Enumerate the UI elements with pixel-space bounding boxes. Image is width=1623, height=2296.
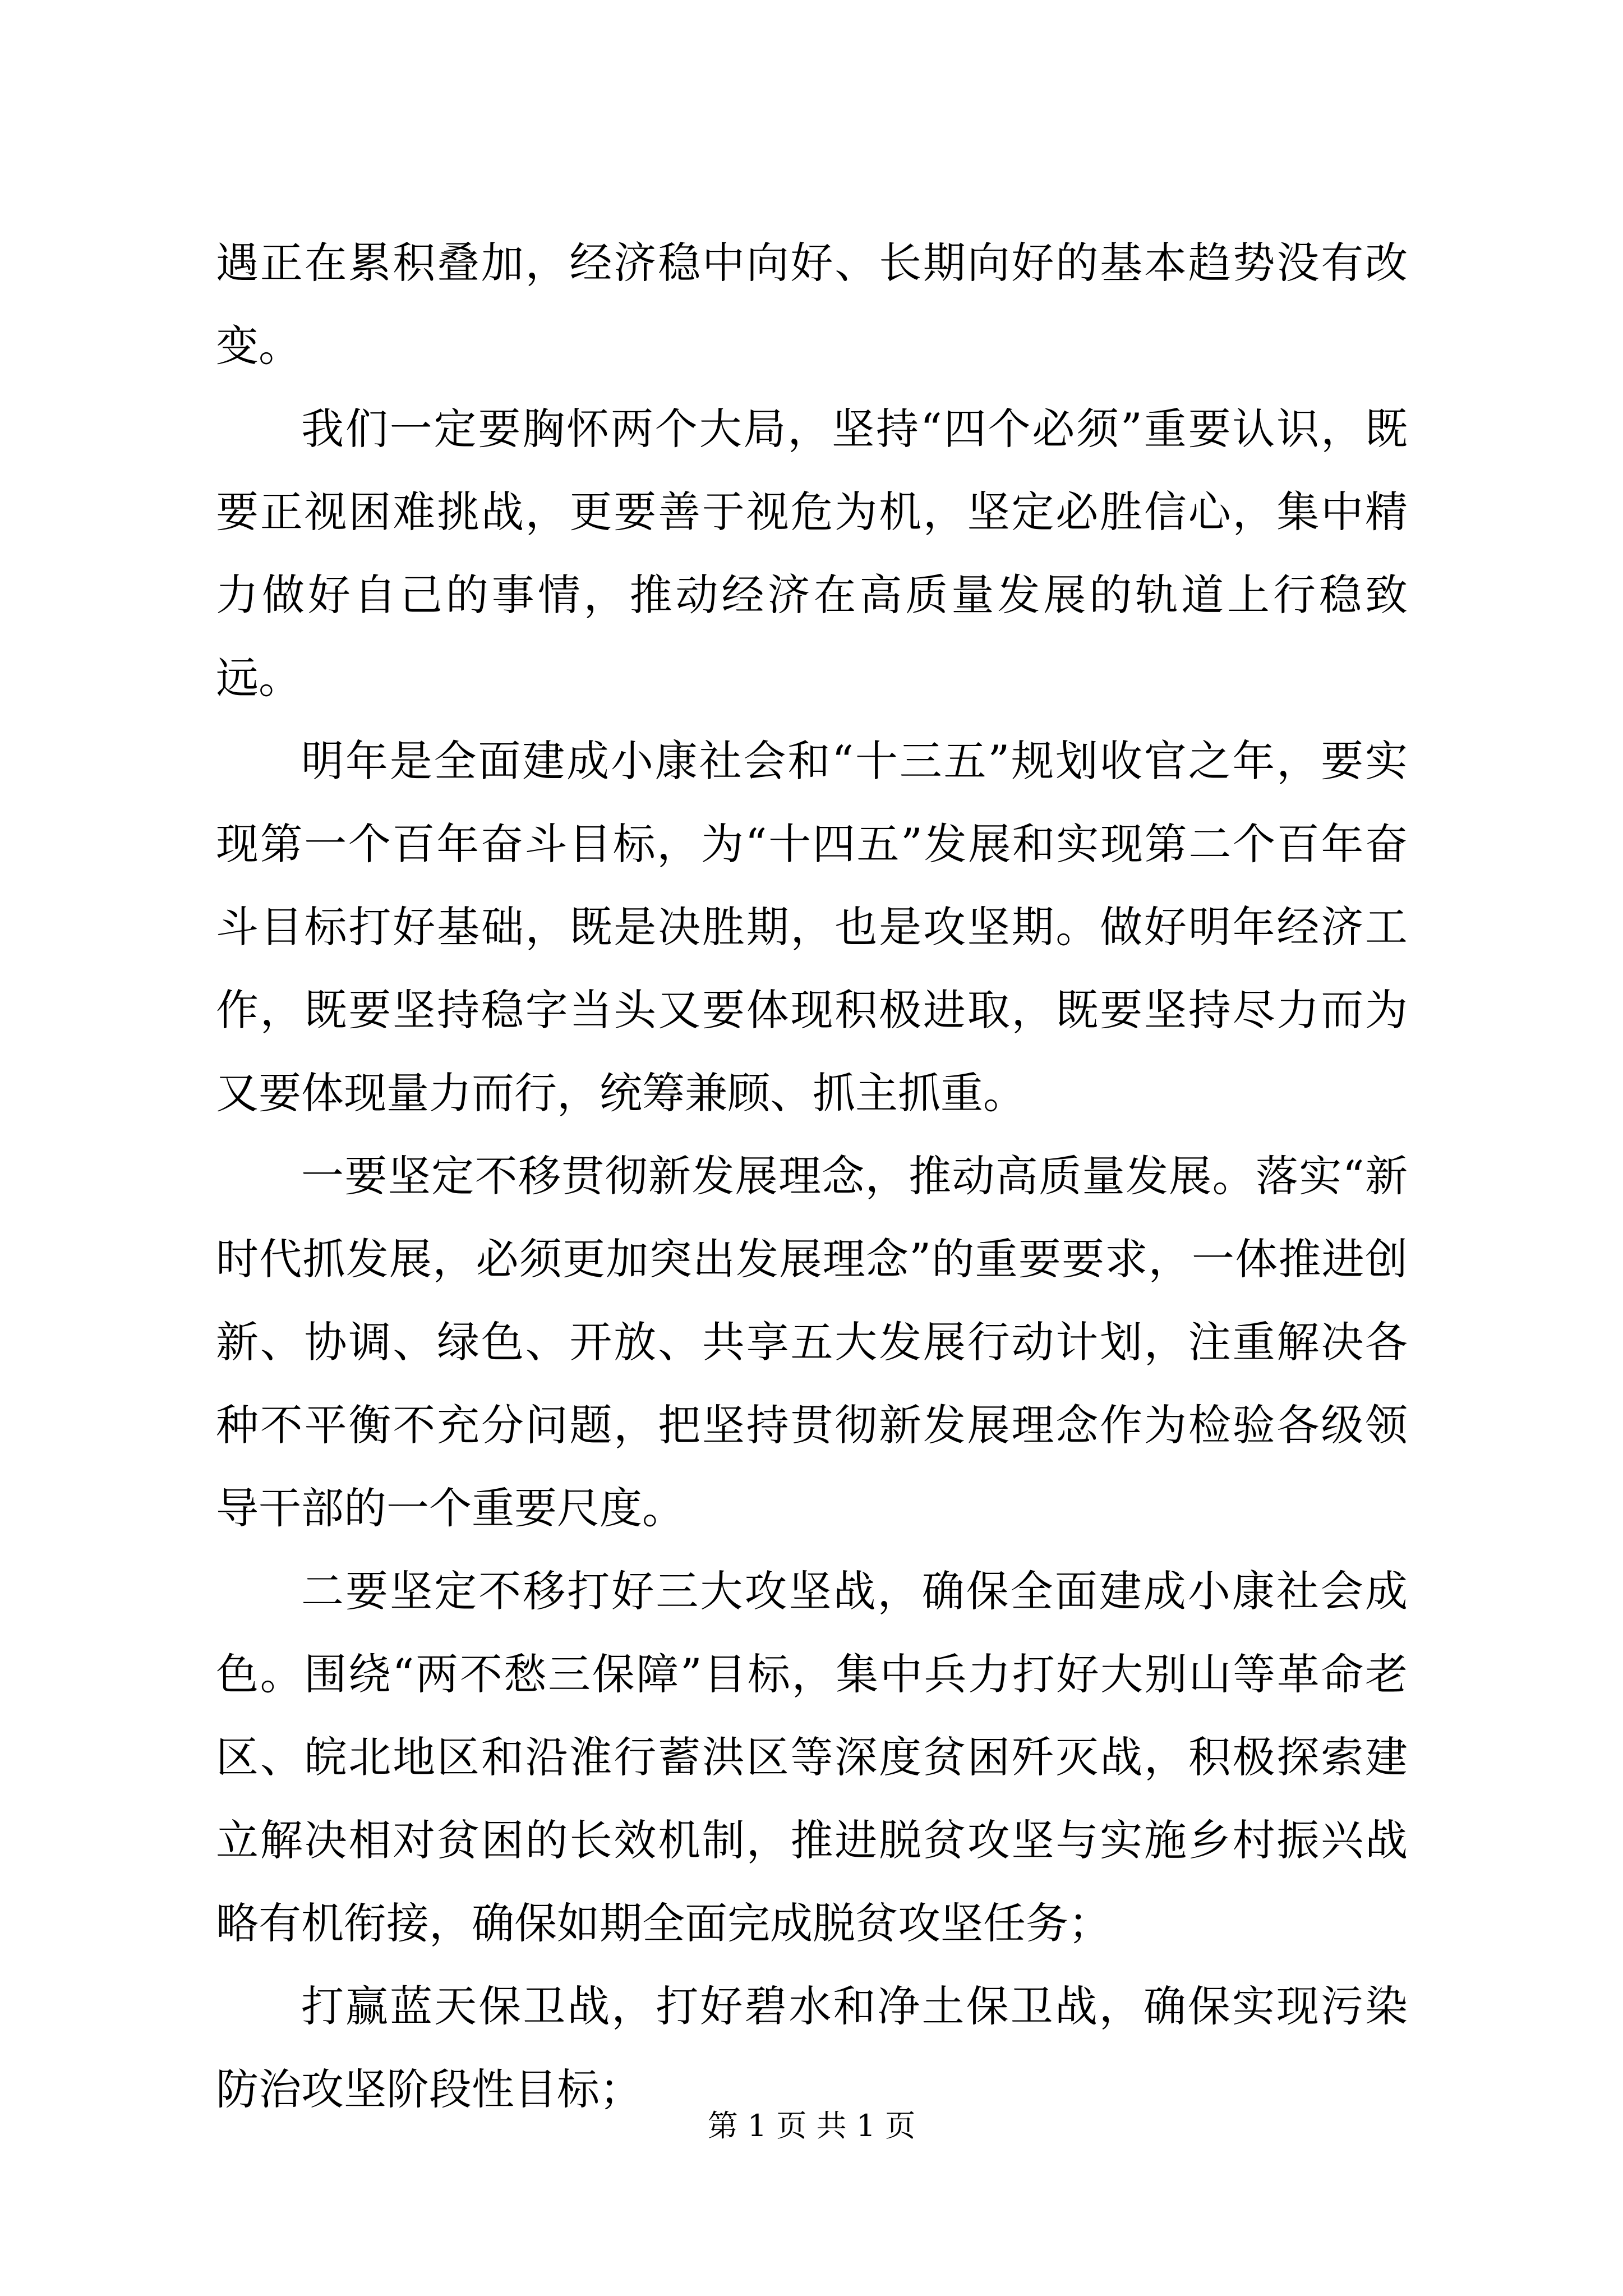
paragraph-continued: 遇正在累积叠加，经济稳中向好、长期向好的基本趋势没有改变。	[216, 238, 1408, 371]
paragraph-two-overall-situations: 我们一定要胸怀两个大局，坚持“四个必须”重要认识，既要正视困难挑战，更要善于视危为机，坚定必胜信心，集中精力做好自己的事情，推动经济在高质量发展的轨道上行稳致远。	[216, 404, 1408, 703]
paragraph-pollution-prevention: 打赢蓝天保卫战，打好碧水和净土保卫战，确保实现污染防治攻坚阶段性目标；	[216, 1981, 1408, 2114]
page-footer: 第 1 页 共 1 页	[707, 2108, 916, 2143]
paragraph-new-development-concept: 一要坚定不移贯彻新发展理念，推动高质量发展。落实“新时代抓发展，必须更加突出发展理念”的重要要求，一体推进创新、协调、绿色、开放、共享五大发展行动计划，注重解决各种不平衡不充分问题，把坚持贯彻新发展理念作为检验各级领导干部的一个重要尺度。	[216, 1151, 1408, 1533]
paragraph-three-battles: 二要坚定不移打好三大攻坚战，确保全面建成小康社会成色。围绕“两不愁三保障”目标，集中兵力打好大别山等革命老区、皖北地区和沿淮行蓄洪区等深度贫困歼灭战，积极探索建立解决相对贫困的长效机制，推进脱贫攻坚与实施乡村振兴战略有机衔接，确保如期全面完成脱贫攻坚任务；	[216, 1566, 1408, 1948]
document-body	[216, 222, 1408, 2131]
paragraph-next-year: 明年是全面建成小康社会和“十三五”规划收官之年，要实现第一个百年奋斗目标，为“十四五”发展和实现第二个百年奋斗目标打好基础，既是决胜期，也是攻坚期。做好明年经济工作，既要坚持稳字当头又要体现积极进取，既要坚持尽力而为又要体现量力而行，统筹兼顾、抓主抓重。	[216, 736, 1408, 1118]
